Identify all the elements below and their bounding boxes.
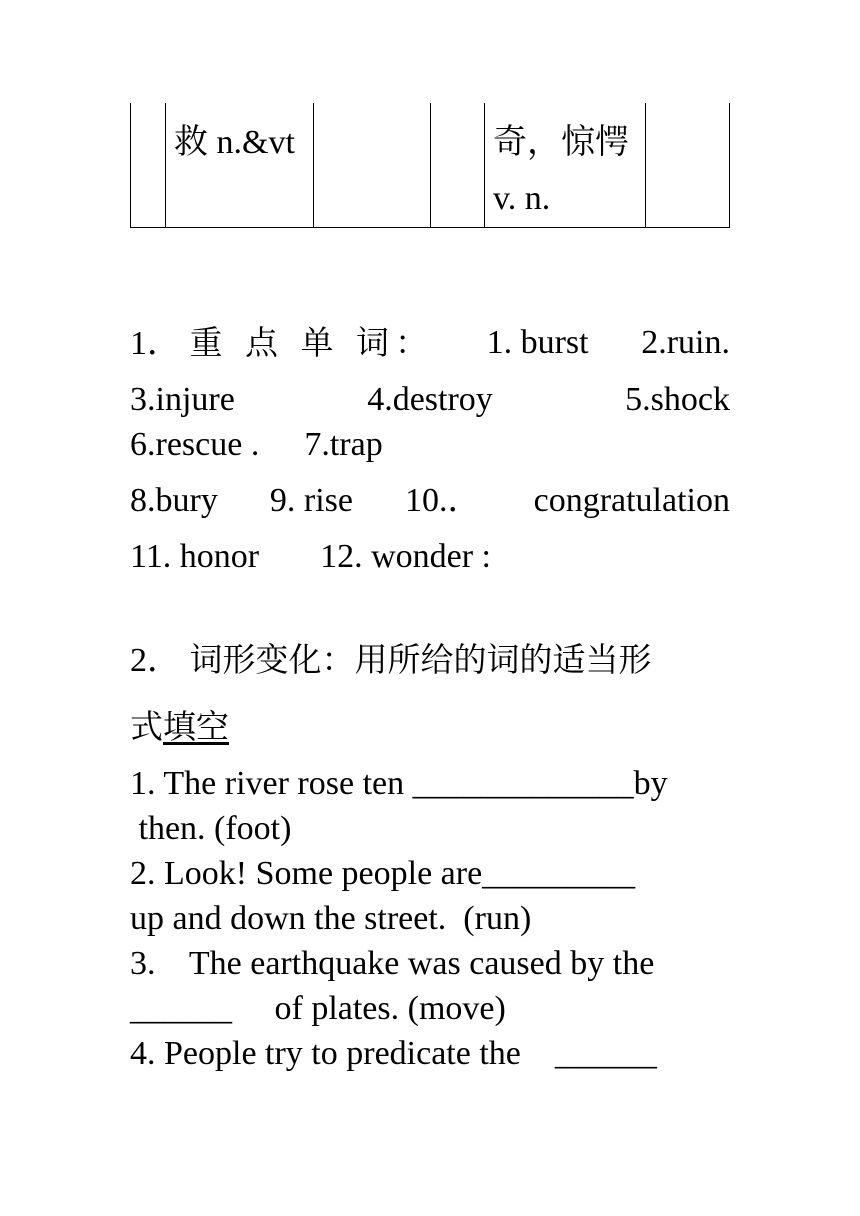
word-item: 5.shock (625, 381, 730, 418)
word-item: 3.injure (130, 381, 235, 418)
word-item: 8.bury (130, 482, 218, 519)
section2-title-underlined: 填空 (163, 707, 229, 746)
table-row (131, 103, 730, 228)
word-item: 6.rescue . (130, 426, 260, 463)
word-item: 2.ruin. (641, 324, 730, 361)
exercise-item-2-line1: 2. Look! Some people are_________ (130, 855, 636, 892)
section1-line4 (130, 481, 730, 521)
word-item: 1. burst (486, 324, 589, 361)
section2-label: 2． (130, 642, 181, 679)
table-cell: 救 n.&vt (166, 103, 314, 228)
section2-title-cont: 式 (130, 707, 163, 746)
section1-line1 (130, 323, 730, 364)
word-item: 11. honor (130, 538, 260, 575)
vocab-table (130, 103, 730, 228)
word-item: 9. rise (269, 482, 353, 519)
section1-label: 1． (130, 325, 181, 362)
exercise-item-4-line1: 4. People try to predicate the ______ (130, 1035, 657, 1072)
table-cell: 奇，惊愕 v. n. (485, 103, 646, 228)
section1-line5 (130, 537, 730, 577)
exercise-item-2-line2: up and down the street. (run) (130, 900, 532, 937)
section1-title: 重 点 单 词： (189, 323, 434, 362)
table-cell (646, 103, 730, 228)
table-cell (431, 103, 485, 228)
section2-title-line1 (130, 640, 730, 681)
word-item: 12. wonder : (320, 538, 491, 575)
section2-title: 词形变化：用所给的词的适当形 (189, 640, 652, 679)
word-item: 4.destroy (367, 381, 493, 418)
exercise-item-3-line1: 3. The earthquake was caused by the (130, 945, 655, 982)
word-item: 10.． (405, 482, 482, 519)
exercise-item-3-line2: ______ of plates. (move) (130, 990, 506, 1027)
table-cell (314, 103, 431, 228)
section2-title-line2 (130, 707, 730, 748)
word-item: congratulation (533, 482, 730, 519)
table-cell (131, 103, 166, 228)
section1-line2 (130, 380, 730, 420)
section1-line3 (130, 425, 730, 465)
word-item: 7.trap (304, 426, 383, 463)
exercise-item-1-line1: 1. The river rose ten _____________by (130, 765, 668, 802)
exercise-item-1-line2: then. (foot) (130, 810, 292, 847)
